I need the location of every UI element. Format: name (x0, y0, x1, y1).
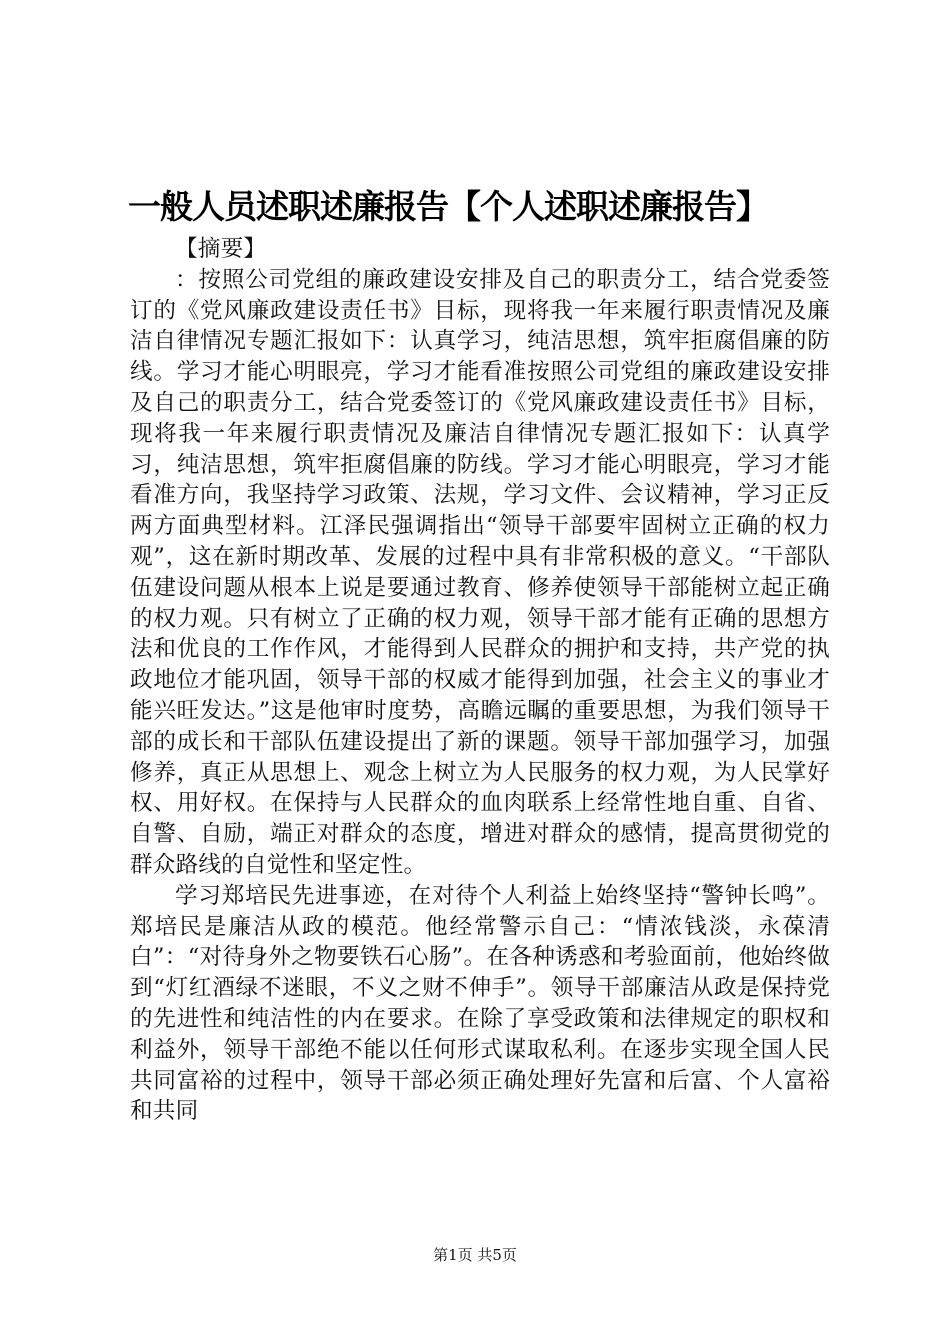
abstract-heading: 【摘要】 (175, 236, 267, 262)
page-footer: 第1页 共5页 (433, 1246, 517, 1264)
paragraph-2: 学习郑培民先进事迹，在对待个人利益上始终坚持“警钟长鸣”。郑培民是廉洁从政的模范。他经常警示自己：“情浓钱淡，永葆清白”：“对待身外之物要铁石心肠”。在各种诱惑和考验面前，他始终做到“灯红酒绿不迷眼，不义之财不伸手”。领导干部廉洁从政是保持党的先进性和纯洁性的内在要求。在除了享受政策和法律规定的职权和利益外，领导干部绝不能以任何形式谋取私利。在逐步实现全国人民共同富裕的过程中，领导干部必须正确处理好先富和后富、个人富裕和共同 (130, 882, 830, 1125)
document-body (130, 234, 830, 1127)
paragraph-1: ：按照公司党组的廉政建设安排及自己的职责分工，结合党委签订的《党风廉政建设责任书》目标，现将我一年来履行职责情况及廉洁自律情况专题汇报如下：认真学习，纯洁思想，筑牢拒腐倡廉的防线。学习才能心明眼亮，学习才能看准按照公司党组的廉政建设安排及自己的职责分工，结合党委签订的《党风廉政建设责任书》目标，现将我一年来履行职责情况及廉洁自律情况专题汇报如下：认真学习，纯洁思想，筑牢拒腐倡廉的防线。学习才能心明眼亮，学习才能看准方向，我坚持学习政策、法规，学习文件、会议精神，学习正反两方面典型材料。江泽民强调指出“领导干部要牢固树立正确的权力观”，这在新时期改革、发展的过程中具有非常积极的意义。“干部队伍建设问题从根本上说是要通过教育、修养使领导干部能树立起正确的权力观。只有树立了正确的权力观，领导干部才能有正确的思想方法和优良的工作作风，才能得到人民群众的拥护和支持，共产党的执政地位才能巩固，领导干部的权威才能得到加强，社会主义的事业才能兴旺发达。”这是他审时度势，高瞻远瞩的重要思想，为我们领导干部的成长和干部队伍建设提出了新的课题。领导干部加强学习，加强修养，真正从思想上、观念上树立为人民服务的权力观，为人民掌好权、用好权。在保持与人民群众的血肉联系上经常性地自重、自省、自警、自励，端正对群众的态度，增进对群众的感情，提高贯彻党的群众路线的自觉性和坚定性。 (130, 266, 830, 878)
document-title: 一般人员述职述廉报告【个人述职述廉报告】 (128, 187, 768, 226)
